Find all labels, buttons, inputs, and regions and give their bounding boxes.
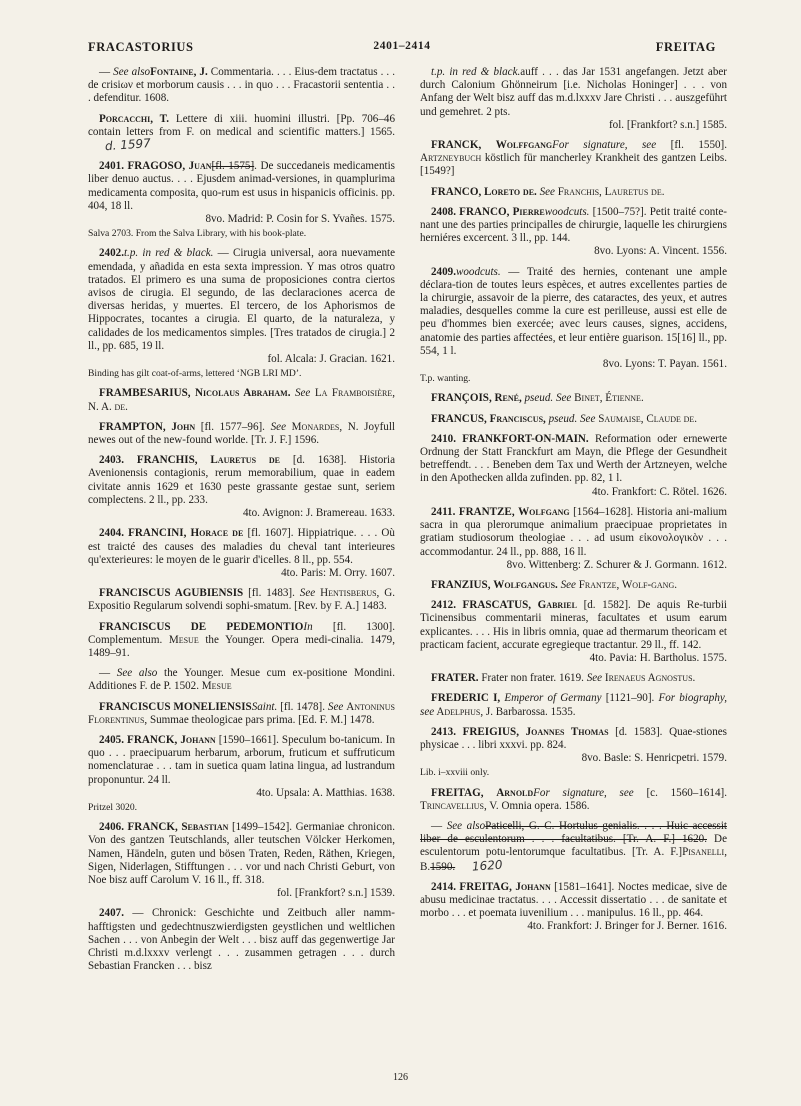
catalogue-entry (88, 821, 395, 900)
catalogue-entry (420, 206, 727, 259)
running-head-right: FREITAG (655, 40, 716, 54)
entry-heading-sc: Fontaine, J. (150, 66, 208, 78)
entry-see: See (586, 672, 605, 685)
catalogue-entry (420, 186, 727, 199)
entry-body: [1581–1641]. Noctes medicae, sive de abusu medicinae tractatus. . . . Accessit dissertatio . . . de sanitate et morbo . . . et poemata iuvenilium . . . manipulus. 16 ll., pp. 464. (420, 880, 727, 920)
entry-ref-sc: La Framboisière, N. A. de. (88, 387, 395, 413)
entry-heading: FRANÇOIS, (431, 392, 495, 405)
entry-num: 2407. (99, 907, 124, 920)
catalogue-entry (420, 139, 727, 179)
left-column (88, 66, 395, 980)
entry-see: See (299, 587, 321, 600)
entry-note: Salva 2703. From the Salva Library, with his book-plate. (88, 228, 307, 240)
entry-imprint: fol. [Frankfort? s.n.] 1539. (276, 887, 395, 900)
entry-heading: FRANCUS, (431, 412, 490, 425)
entry-heading-sc: Horace de (190, 527, 244, 540)
entry-see-also: See also (113, 66, 151, 78)
entry-num: 2402. (99, 247, 124, 260)
entry-see: See (553, 392, 575, 405)
catalogue-entry (420, 599, 727, 665)
entry-prefix: — (99, 667, 117, 680)
entry-heading-sc: John (171, 420, 196, 433)
entry-body: the Younger. Mesue cum ex-positione Mondini. Additiones F. de P. 1502. (88, 667, 395, 693)
catalogue-entry (88, 527, 395, 580)
entry-imprint: 4to. Frankfort: J. Bringer for J. Berner. 1616. (527, 920, 727, 933)
entry-heading: FRANCISCUS DE PEDEMONTIO (99, 620, 304, 633)
entry-see-also: See also (446, 819, 486, 832)
entry-heading: FRAMPTON, (99, 420, 172, 433)
entry-body2: 15[16] ll., pp. 554, 1 l. (420, 331, 727, 357)
entry-imprint: 8vo. Madrid: P. Cosin for S. Yvañes. 1575. (205, 213, 395, 226)
entry-body: [fl. 1483]. (243, 587, 300, 600)
catalogue-entry (88, 587, 395, 613)
entry-num: 2410. (431, 432, 456, 445)
catalogue-entry (420, 692, 727, 718)
entry-italic: t.p. in red & black. (123, 247, 214, 260)
entry-num: 2403. (99, 454, 124, 467)
entry-heading-sc: Pierre (512, 205, 545, 218)
entry-heading: FRANCK, (123, 821, 182, 834)
entry-imprint: 8vo. Lyons: A. Vincent. 1556. (594, 245, 727, 258)
entry-note: Binding has gilt coat-of-arms, lettered ‘NGB LRI MD’. (88, 368, 302, 380)
entry-body: [fl. 1607]. Hippiatrique. . . . Où est traicté des causes des maladies du cheval tant interieures qu'exterieures: le moyen de le guarir d'icelles. 8 ll., pp. 554. (88, 527, 395, 566)
catalogue-entry (420, 392, 727, 405)
entry-heading: FREDERIC I, (431, 692, 505, 705)
catalogue-entry (420, 433, 727, 499)
entry-heading: FRANCO, (431, 185, 484, 198)
entry-body: . De succedaneis medicamentis liber denuo auctus. . . . Ejusdem animad-versiones, in quamplurima medicamenta composita, quo-rum est usus in hispanicis officinis. pp. 404, 18 ll. (88, 160, 395, 212)
entry-ref-sc: Monardes, N. (291, 420, 359, 433)
entry-ref-sc: Saumaise, Claude de. (598, 412, 698, 425)
entry-see: See (557, 578, 579, 591)
entry-struck2: 1590. (430, 860, 456, 873)
entry-italic: pseud. (521, 392, 554, 405)
entry-italic: In (303, 620, 313, 633)
entry-imprint: 4to. Upsala: A. Matthias. 1638. (256, 786, 395, 799)
catalogue-entry (88, 454, 395, 520)
catalogue-entry (420, 820, 727, 874)
entry-see: See (327, 700, 347, 713)
entry-body: — Cirugia universal, aora nuevamente emendada, y añadida en esta sexta impression. Y mas otros quatro tratados. El primero es una suma de proposiciones contra ciertos avisos de cirugia. El segundo, de las declaraciones acerca de diversas heridas, y muertes. El tercero, de los Aphorismos de Hippocrates, tocantes a cirugia. El quarto, de la naturaleza, y calidades de los medicamentos simples. [Tres tratados de cirugia.] (88, 247, 396, 339)
entry-heading-sc: Lauretus de (210, 454, 281, 467)
entry-note: T.p. wanting. (420, 373, 471, 385)
entry-body2: 2 pts. (486, 105, 511, 118)
entry-heading: FRASCATUS, (455, 599, 538, 612)
catalogue-entry (88, 421, 395, 447)
entry-body: [d. 1638]. Historia Avenionensis contagionis, rerum memorabilium, quae in eadem civitate annis 1629 et 1630 peste grassante gestae sunt, seriem complectens. 2 ll., pp. 233. (88, 454, 395, 506)
entry-body2: köstlich für mancherley Krankheit des gantzen Leibs. [1549?] (420, 152, 727, 178)
entry-imprint: 8vo. Wittenberg: Z. Schurer & J. Gormann. 1612. (506, 558, 727, 571)
entry-imprint: 4to. Paris: M. Orry. 1607. (281, 566, 395, 579)
entry-imprint: fol. [Frankfort? s.n.] 1585. (608, 118, 727, 131)
running-head-left: FRACASTORIUS (88, 40, 194, 54)
catalogue-entry (420, 579, 727, 592)
catalogue-entry (420, 506, 727, 572)
catalogue-entry (88, 667, 395, 693)
catalogue-entry (420, 266, 727, 386)
catalogue-entry (420, 413, 727, 426)
entry-see: See (290, 387, 315, 400)
running-head (88, 40, 716, 60)
catalogue-entry (420, 787, 727, 813)
entry-heading: FRANKFORT-ON-MAIN. (455, 432, 589, 445)
entry-heading-sc: Arnold (496, 786, 534, 799)
catalogue-entry (88, 247, 395, 380)
entry-body: [1590–1661]. Speculum bo-tanicum. In quo . . . praecipuarum herbarum, arborum, fruticum et suffruticum nomenclaturae . . . tam in suetica quam latina lingua, ad lustrandum proponuntur. 24 ll. (88, 733, 395, 786)
catalogue-entry (420, 672, 727, 685)
entry-heading: FRANTZE, (455, 505, 519, 518)
entry-body: [fl. 1478]. (277, 700, 328, 713)
handwritten-annotation: d. 1597 (104, 136, 152, 154)
entry-body: [c. 1560–1614]. (633, 786, 727, 799)
entry-heading-sc: Wolfgang (518, 505, 570, 518)
catalogue-entry (420, 881, 727, 934)
entry-italic: woodcuts. (544, 205, 590, 218)
entry-body: [1564–1628]. Historia ani-malium sacra in qua plerorumque animalium praecipuae proprietates in gratiam studiosorum theologiae . . . ad usum εἰκονολογικὸν . . . accommodantur. 24 ll., pp. 888, 16 ll. (420, 505, 727, 558)
entry-num: 2406. (99, 821, 124, 834)
right-column (420, 66, 727, 941)
entry-italic: For signature, see (552, 139, 657, 152)
entry-heading: FRATER. (431, 672, 479, 685)
entry-heading-sc: René, (494, 392, 522, 405)
entry-body: [d. 1582]. De aquis Re-turbii Ticinensibus commentarii mineras, facultates et usum earum explicantes. . . . His in libris omnia, quae ad thermarum theoricam et practicam facient, accurate egregieque tractantur. 29 ll., ff. 142. (420, 599, 727, 651)
entry-body: Commentaria. . . . Eius-dem tractatus . . . de crisiων et morborum causis . . . in quo . . . Fracastorii sententia . . . defenditur. 1608. (88, 66, 396, 105)
entry-see: See (270, 420, 292, 433)
entry-body: [fl. 1577–96]. (195, 420, 271, 433)
entry-imprint: fol. Alcala: J. Gracian. 1621. (267, 353, 395, 366)
entry-heading: FRAGOSO, (123, 160, 189, 173)
entry-body: De esculentorum potu-lentorumque facultatibus. [Tr. A. F.] (420, 833, 727, 859)
entry-body2: Expositio Regularum solvendi sophi-smatum. [Rev. by F. A.] 1483. (88, 600, 387, 613)
entry-see: See (577, 412, 599, 425)
entry-body: [1500–75?]. Petit traité conte-nant une des parties principalles de chirurgie, laquelle les chirurgiens herniéres excercent. (420, 205, 727, 245)
entry-struck: [fl. 1575] (211, 160, 255, 173)
entry-italic: pseud. (545, 412, 578, 425)
entry-italic: Saint. (251, 700, 278, 713)
entry-imprint: 4to. Pavia: H. Bartholus. 1575. (589, 651, 727, 664)
entry-heading-sc: Nicolaus Abraham. (194, 387, 291, 400)
entry-italic: t.p. in red & black. (431, 66, 521, 78)
entry-ref-sc: Mesue (198, 680, 232, 693)
entry-imprint: 4to. Avignon: J. Bramereau. 1633. (242, 507, 395, 520)
catalogue-entry (88, 113, 395, 154)
entry-italic: woodcuts. (455, 265, 501, 278)
entry-num: 2411. (431, 505, 456, 518)
entry-body2: Joyfull newes out of the new-found worlde. [Tr. J. F.] 1596. (88, 420, 396, 447)
catalogue-entry (88, 701, 395, 727)
entry-num: 2409. (431, 265, 456, 278)
entry-struck: Paticelli, G. C. Hortulus genialis. . . . Huic accessit liber de esculentorum . . . facultatibus. [Tr. A. F.] 1620. (420, 819, 727, 846)
entry-heading: FRANCISCUS MONELIENSIS (99, 700, 252, 713)
entry-heading: FRAMBESARIUS, (99, 387, 195, 400)
catalogue-entry (88, 387, 395, 413)
entry-ref-sc: Pisanelli, B. (420, 846, 727, 873)
running-head-range: 2401–2414 (373, 40, 431, 52)
entry-body2: Summae theologicae pars prima. [Ed. F. M.] 1478. (149, 713, 375, 726)
entry-heading: FREITAG, (455, 880, 516, 893)
entry-body: [fl. 1300]. Complementum. (88, 620, 395, 646)
entry-imprint: 4to. Frankfort: C. Rötel. 1626. (592, 485, 727, 498)
catalogue-entry (88, 734, 395, 814)
entry-prefix: — (99, 66, 114, 78)
entry-num: 2412. (431, 599, 456, 612)
entry-ref-sc: Frantze, Wolf-gang. (578, 578, 677, 591)
entry-heading-sc: Wolfgangus. (493, 578, 558, 591)
entry-note: Pritzel 3020. (88, 801, 138, 813)
entry-heading: FRANCO, (455, 205, 513, 218)
catalogue-entry (88, 160, 395, 240)
entry-ref-sc: Artzneybuch (420, 152, 482, 165)
entry-heading: FREITAG, (431, 786, 497, 799)
entry-body: Frater non frater. 1619. (478, 672, 587, 685)
entry-heading-sc: Johann (515, 880, 551, 893)
entry-body2: the Younger. Opera medi-cinalia. 1479, 1489–91. (88, 633, 395, 659)
entry-heading: FRANCHIS, (123, 454, 211, 467)
catalogue-entry (88, 907, 395, 973)
entry-ref-sc: Antoninus Florentinus, (88, 700, 395, 726)
entry-body2: Barbarossa. 1535. (493, 705, 576, 718)
entry-ref-sc: Franchis, Lauretus de. (557, 185, 665, 198)
entry-prefix: — (431, 819, 447, 832)
entry-heading-sc: Gabriel (537, 599, 577, 612)
entry-body: — Chronick: Geschichte und Zeitbuch aller namm-hafftigsten und gedechtnuszwierdigsten geystlichen und weltlichen Sachen . . . von Anbegin der Welt . . . bisz auff das gegenwertige Jar Christi m.d.lxxxv verlengt . . . zusammen getragen . . . durch Sebastian Francken . . . bisz (88, 907, 395, 973)
entry-italic: For signature, see (533, 786, 634, 799)
entry-ref-sc: Trincavellius, V. (420, 799, 499, 812)
entry-body: [1499–1542]. Germaniae chronicon. Von des gantzen Teutschlands, aller teutschen Völcker Herkomen, Namen, Händeln, guten und bösen Traten, Reden, Räthen, Kriegen, Sigen, Niderlagen, Stifftungen . . . vor und nach Christi Geburt, von Noe bisz auff Carolum V. 16 ll., ff. 318. (88, 821, 395, 886)
entry-num: 2401. (99, 160, 124, 173)
entry-body2: 2 ll., pp. 685, 19 ll. (88, 326, 395, 352)
entry-imprint: 8vo. Basle: S. Henricpetri. 1579. (581, 752, 727, 765)
entry-imprint: 8vo. Lyons: T. Payan. 1561. (602, 358, 727, 371)
entry-italic2: For biography, see (420, 692, 727, 718)
catalogue-entry (88, 66, 395, 106)
catalogue-entry (88, 621, 395, 661)
entry-ref-sc: Binet, Étienne. (574, 392, 644, 405)
entry-heading-sc: Juan (188, 160, 212, 173)
entry-heading-sc: Loreto de. (484, 185, 537, 198)
entry-heading-sc: Porcacchi, T. (99, 112, 170, 125)
entry-body2: Omnia opera. 1586. (498, 799, 590, 812)
entry-body: Reformation oder ernewerte Ordnung der Statt Franckfurt am Mayn, die Pflege der Gesundheit betreffendt. . . . Beneben dem Tax und Werth der Artzneyen, welche in den Apothecken allda zufinden. pp. 82, 1 l. (420, 432, 727, 485)
entry-heading: FRANCK, (123, 733, 181, 746)
page-number: 126 (393, 1072, 408, 1083)
entry-num: 2404. (99, 527, 124, 540)
entry-italic: Emperor of Germany (504, 692, 602, 705)
entry-body: [d. 1583]. Quae-stiones physicae . . . libri xxxvi. pp. 824. (420, 725, 727, 751)
entry-heading-sc: Joannes Thomas (525, 725, 609, 738)
entry-heading: FRANCINI, (123, 527, 191, 540)
entry-body: — Traité des hernies, contenant une ample déclara-tion de toutes leurs espèces, et autres excellentes parties de la chirurgie, assavoir de la pierre, des cataractes, des yeux, et autres maladies, desquelles comme la cure est perilleuse, aussi est elle de peu d'hommes bien exercée; avec leurs causes, signes, accidens, anatomie des parties affectées, et leur entière guarison. (420, 265, 727, 344)
entry-see-also: See also (116, 667, 158, 680)
entry-num: 2413. (431, 725, 456, 738)
entry-body2: 3 ll., pp. 144. (511, 232, 571, 245)
entry-heading-sc: Johann (180, 733, 216, 746)
entry-body: Lettere di xiii. huomini illustri. [Pp. 706–46 contain letters from F. on medical and scientific matters.] 1565. (88, 112, 395, 138)
entry-ref-sc: Irenaeus Agnostus. (604, 672, 696, 685)
entry-num: 2414. (431, 880, 456, 893)
handwritten-annotation: 1620 (471, 857, 504, 874)
catalogue-entry (420, 66, 727, 132)
entry-heading-sc: Franciscus, (489, 412, 546, 425)
entry-num: 2408. (431, 205, 456, 218)
entry-ref-sc: Adelphus, J. (434, 705, 493, 718)
entry-body: [1121–90]. (601, 692, 659, 705)
entry-body: auff . . . das Jar 1531 angefangen. Jetzt aber durch Calonium Ghönneirum [i.e. Nicholas Honinger] . . . von Anfang der Welt bisz auff das m.d.lxxxv Jare Christi . . . auszgeführt und gemehret. (420, 66, 727, 118)
entry-heading: FRANZIUS, (431, 578, 494, 591)
catalogue-entry (420, 726, 727, 780)
entry-num: 2405. (99, 733, 124, 746)
entry-body: [fl. 1550]. (656, 139, 728, 152)
entry-heading: FRANCK, (431, 139, 496, 152)
entry-ref-sc: Hentisberus, G. (320, 587, 396, 600)
entry-heading: FRANCISCUS AGUBIENSIS (99, 587, 244, 600)
entry-note: Lib. i–xxviii only. (420, 767, 490, 779)
entry-ref-sc: Mesue (168, 633, 199, 646)
entry-see: See (536, 185, 558, 198)
entry-heading-sc: Sebastian (181, 821, 229, 834)
entry-heading-sc: Wolffgang (495, 139, 553, 152)
entry-heading: FREIGIUS, (455, 725, 526, 738)
